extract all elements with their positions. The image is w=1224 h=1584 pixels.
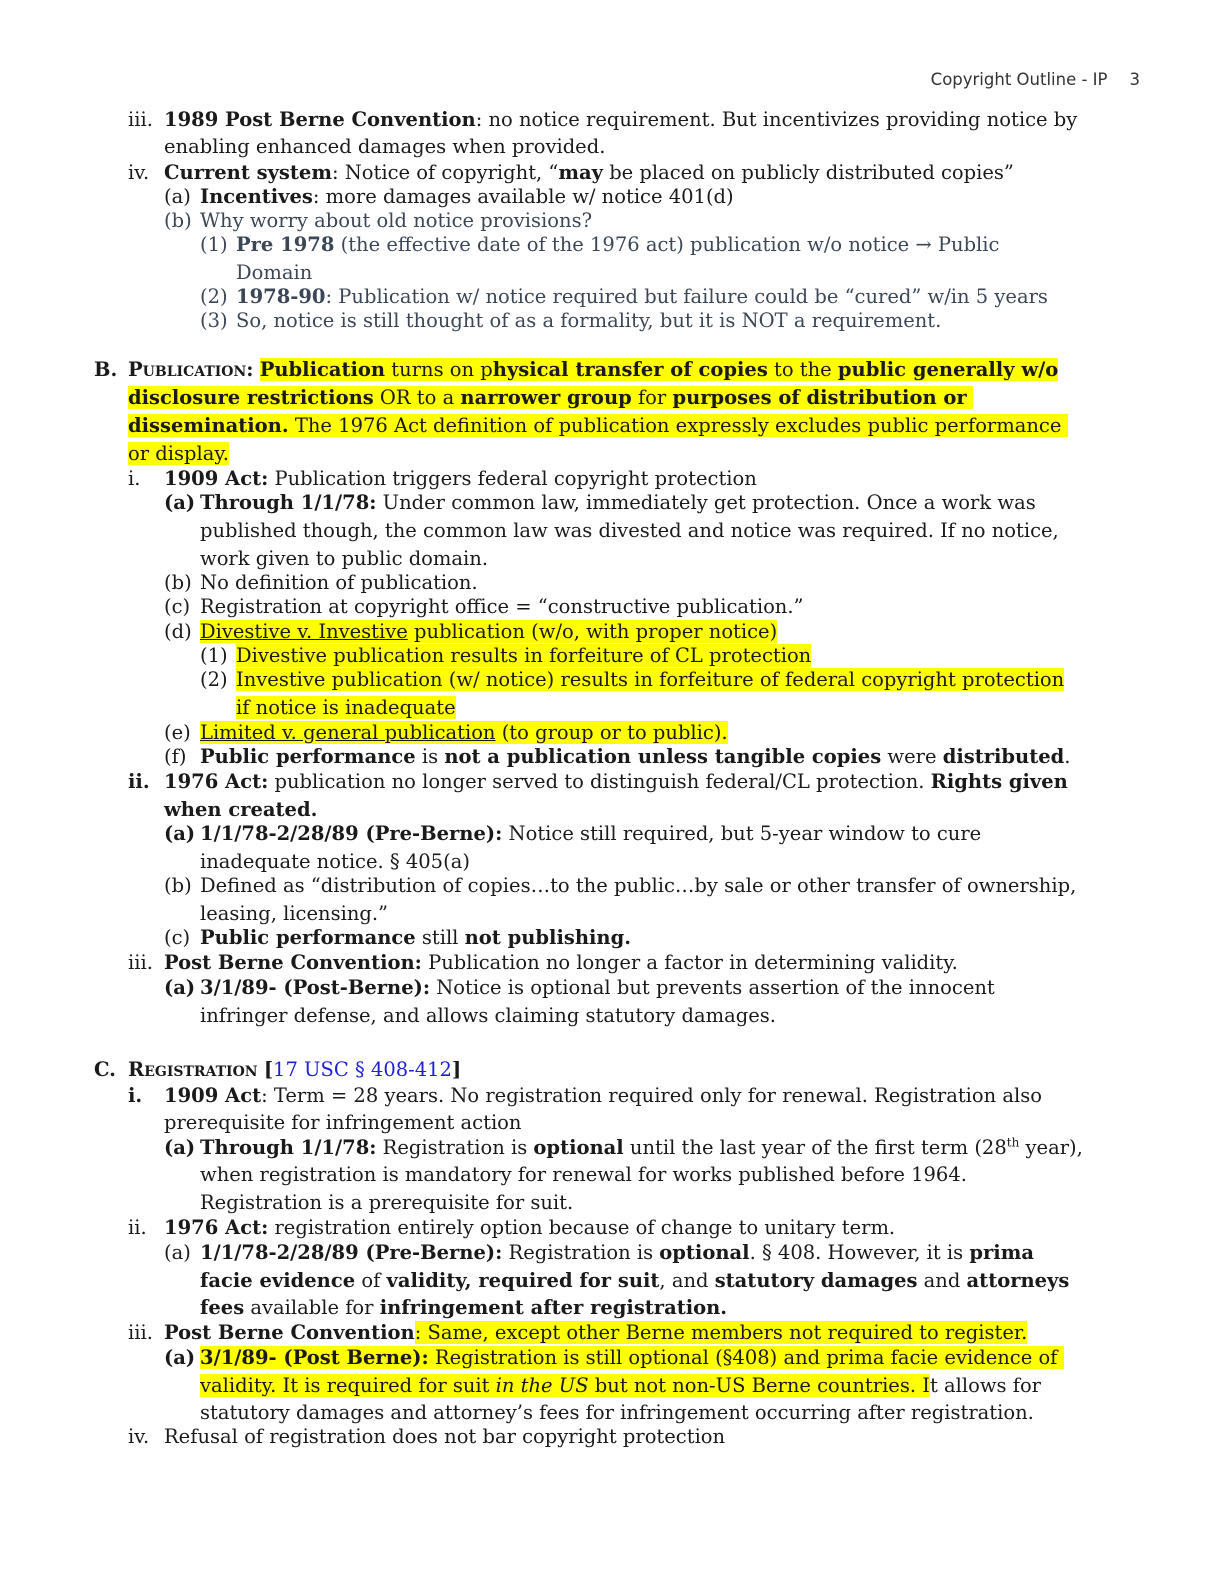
item-label: (d): [164, 620, 192, 643]
c-iii-a-line2: validity. It is required for suit in the US but not non-US Berne countries. It allows for: [200, 1374, 1042, 1397]
b-iii-a-line2: infringer defense, and allows claiming statutory damages.: [200, 1004, 776, 1027]
c-ii-line: 1976 Act: registration entirely option because of change to unitary term.: [164, 1216, 896, 1239]
c-ii-a-line2: facie evidence of validity, required for suit, and statutory damages and attorneys: [200, 1269, 1070, 1292]
b-i-c-line: Registration at copyright office = “constructive publication.”: [200, 595, 804, 618]
b-i-d2-line1: Investive publication (w/ notice) results in forfeiture of federal copyright protection: [236, 668, 1065, 691]
b-i-a-line3: work given to public domain.: [200, 547, 489, 570]
section-b-line2: disclosure restrictions OR to a narrower group for purposes of distribution or: [128, 385, 973, 411]
item-label: (a): [164, 1136, 196, 1159]
b-i-d1-line: Divestive publication results in forfeiture of CL protection: [236, 644, 812, 667]
page-number: 3: [1129, 70, 1140, 89]
item-label: iv.: [128, 1425, 150, 1448]
b-ii-b-line2: leasing, licensing.”: [200, 902, 389, 925]
item-label: iv.: [128, 161, 150, 184]
a-iv-a-line: Incentives: more damages available w/ notice 401(d): [200, 185, 734, 208]
b-iii-line: Post Berne Convention: Publication no longer a factor in determining validity.: [164, 951, 958, 974]
item-label: (1): [200, 233, 228, 256]
b-iii-a-line1: 3/1/89- (Post-Berne): Notice is optional but prevents assertion of the innocent: [200, 976, 995, 999]
c-i-a-line1: Through 1/1/78: Registration is optional until the last year of the first term (28th year),: [200, 1135, 1083, 1159]
item-label: (e): [164, 721, 191, 744]
b-i-e-line: Limited v. general publication (to group or to public).: [200, 721, 728, 744]
item-label: (b): [164, 571, 192, 594]
a-iv-line: Current system: Notice of copyright, “may be placed on publicly distributed copies”: [164, 161, 1014, 184]
section-b-line3: dissemination. The 1976 Act definition of publication expressly excludes public performance: [128, 413, 1068, 439]
a-iii-line1: 1989 Post Berne Convention: no notice requirement. But incentivizes providing notice by: [164, 108, 1078, 131]
b-i-f-line: Public performance is not a publication unless tangible copies were distributed.: [200, 745, 1071, 768]
c-ii-a-line3: fees available for infringement after registration.: [200, 1296, 728, 1319]
item-label: ii.: [128, 770, 150, 793]
c-iii-a-line3: statutory damages and attorney’s fees for infringement occurring after registration.: [200, 1401, 1034, 1424]
c-i-a-line3: Registration is a prerequisite for suit.: [200, 1191, 574, 1214]
statute-link[interactable]: 17 USC § 408-412: [273, 1058, 452, 1081]
item-label: (2): [200, 668, 228, 691]
section-heading: Registration: [128, 1058, 258, 1081]
section-label: C.: [94, 1058, 116, 1081]
b-ii-line2: when created.: [164, 798, 318, 821]
item-label: iii.: [128, 108, 153, 131]
section-b-line4: or display.: [128, 442, 229, 465]
c-ii-a-line1: 1/1/78-2/28/89 (Pre-Berne): Registration is optional. § 408. However, it is prima: [200, 1241, 1034, 1264]
page-header: [931, 70, 1140, 89]
a-iv-b2-line: 1978-90: Publication w/ notice required but failure could be “cured” w/in 5 years: [236, 285, 1048, 308]
item-label: (a): [164, 1241, 191, 1264]
c-iii-a-line1: 3/1/89- (Post Berne): Registration is still optional (§408) and prima facie evidence of: [200, 1345, 1064, 1371]
section-label: B.: [94, 358, 118, 381]
item-label: (f): [164, 745, 187, 768]
section-heading: Publication:: [128, 358, 254, 381]
item-label: (b): [164, 874, 192, 897]
b-ii-a-line1: 1/1/78-2/28/89 (Pre-Berne): Notice still required, but 5-year window to cure: [200, 822, 982, 845]
b-i-b-line: No definition of publication.: [200, 571, 478, 594]
section-c-heading: Registration [17 USC § 408-412]: [128, 1058, 462, 1081]
c-i-line2: prerequisite for infringement action: [164, 1111, 522, 1134]
item-label: iii.: [128, 951, 153, 974]
item-label: ii.: [128, 1216, 147, 1239]
b-i-d2-line2: if notice is inadequate: [236, 696, 456, 719]
section-b-line1: Publication: Publication turns on physical transfer of copies to the public generally w/o: [128, 358, 1059, 381]
a-iv-b3-line: So, notice is still thought of as a formality, but it is NOT a requirement.: [236, 309, 942, 332]
c-iv-line: Refusal of registration does not bar copyright protection: [164, 1425, 726, 1448]
b-i-d-line: Divestive v. Investive publication (w/o, with proper notice): [200, 620, 778, 643]
a-iv-b-line: Why worry about old notice provisions?: [200, 209, 593, 232]
c-i-a-line2: when registration is mandatory for renewal for works published before 1964.: [200, 1163, 967, 1186]
item-label: (a): [164, 491, 196, 514]
b-i-a-line1: Through 1/1/78: Under common law, immediately get protection. Once a work was: [200, 491, 1036, 514]
item-label: (3): [200, 309, 228, 332]
b-ii-a-line2: inadequate notice. § 405(a): [200, 850, 470, 873]
a-iii-line2: enabling enhanced damages when provided.: [164, 135, 606, 158]
a-iv-b1-line2: Domain: [236, 261, 313, 284]
item-label: (a): [164, 822, 196, 845]
item-label: (c): [164, 595, 191, 618]
a-iv-b1-line1: Pre 1978 (the effective date of the 1976 act) publication w/o notice → Public: [236, 233, 1000, 256]
item-label: i.: [128, 1084, 143, 1107]
c-i-line1: 1909 Act: Term = 28 years. No registration required only for renewal. Registration also: [164, 1084, 1043, 1107]
item-label: (b): [164, 209, 192, 232]
item-label: iii.: [128, 1321, 153, 1344]
item-label: (c): [164, 926, 191, 949]
c-iii-line: Post Berne Convention: Same, except other Berne members not required to register.: [164, 1321, 1028, 1344]
b-i-a-line2: published though, the common law was divested and notice was required. If no notice,: [200, 519, 1059, 542]
b-ii-c-line: Public performance still not publishing.: [200, 926, 632, 949]
b-i-line: 1909 Act: Publication triggers federal copyright protection: [164, 467, 757, 490]
item-label: (a): [164, 185, 191, 208]
item-label: (1): [200, 644, 228, 667]
b-ii-b-line1: Defined as “distribution of copies…to the public…by sale or other transfer of ownership,: [200, 874, 1077, 897]
item-label: i.: [128, 467, 141, 490]
item-label: (2): [200, 285, 228, 308]
b-ii-line1: 1976 Act: publication no longer served to distinguish federal/CL protection. Rights given: [164, 770, 1068, 793]
item-label: (a): [164, 976, 196, 999]
header-title: Copyright Outline - IP: [930, 70, 1108, 89]
item-label: (a): [164, 1346, 196, 1369]
